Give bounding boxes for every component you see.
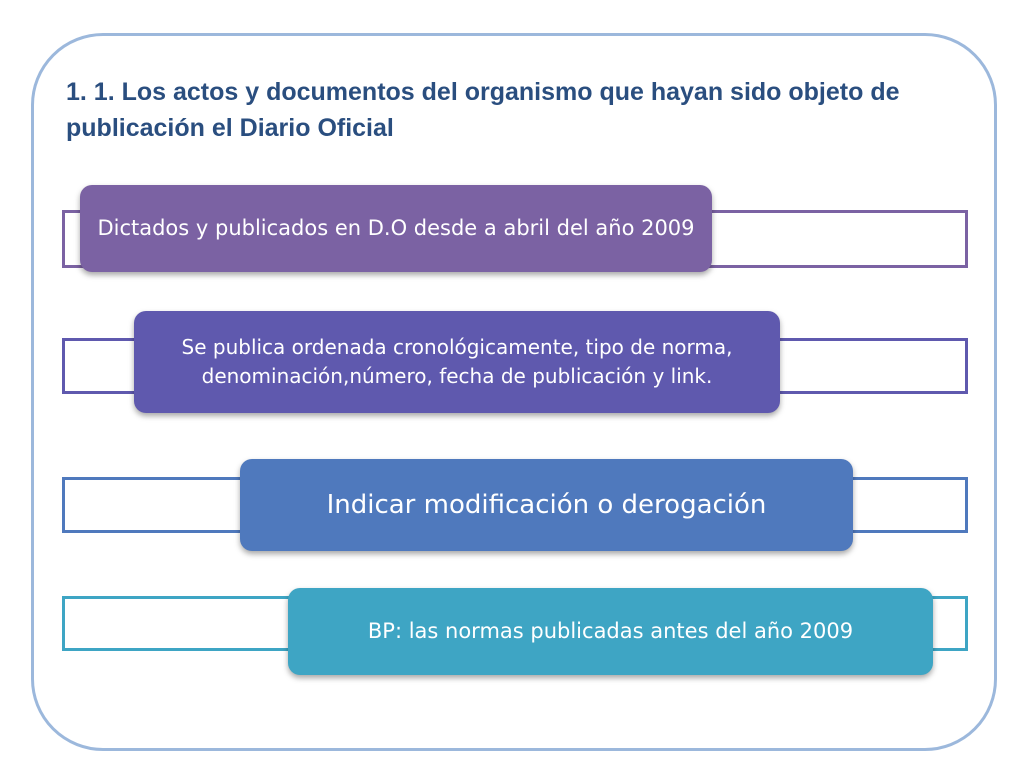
- row-2-box: [134, 311, 780, 413]
- row-4-text: BP: las normas publicadas antes del año 2009: [367, 619, 854, 643]
- row-3-text: Indicar modificación o derogación: [326, 490, 767, 520]
- row-4-box: [288, 588, 933, 675]
- row-2-text: Se publica ordenada cronológicamente, tipo de norma, denominación,número, fecha de publicación y link.: [181, 335, 733, 388]
- row-1-text: Dictados y publicados en D.O desde a abril del año 2009: [97, 216, 695, 240]
- row-3-box: [240, 459, 853, 551]
- slide-title: 1. 1. Los actos y documentos del organismo que hayan sido objeto de publicación el Diario Oficial: [66, 78, 900, 142]
- row-1-box: [80, 185, 712, 272]
